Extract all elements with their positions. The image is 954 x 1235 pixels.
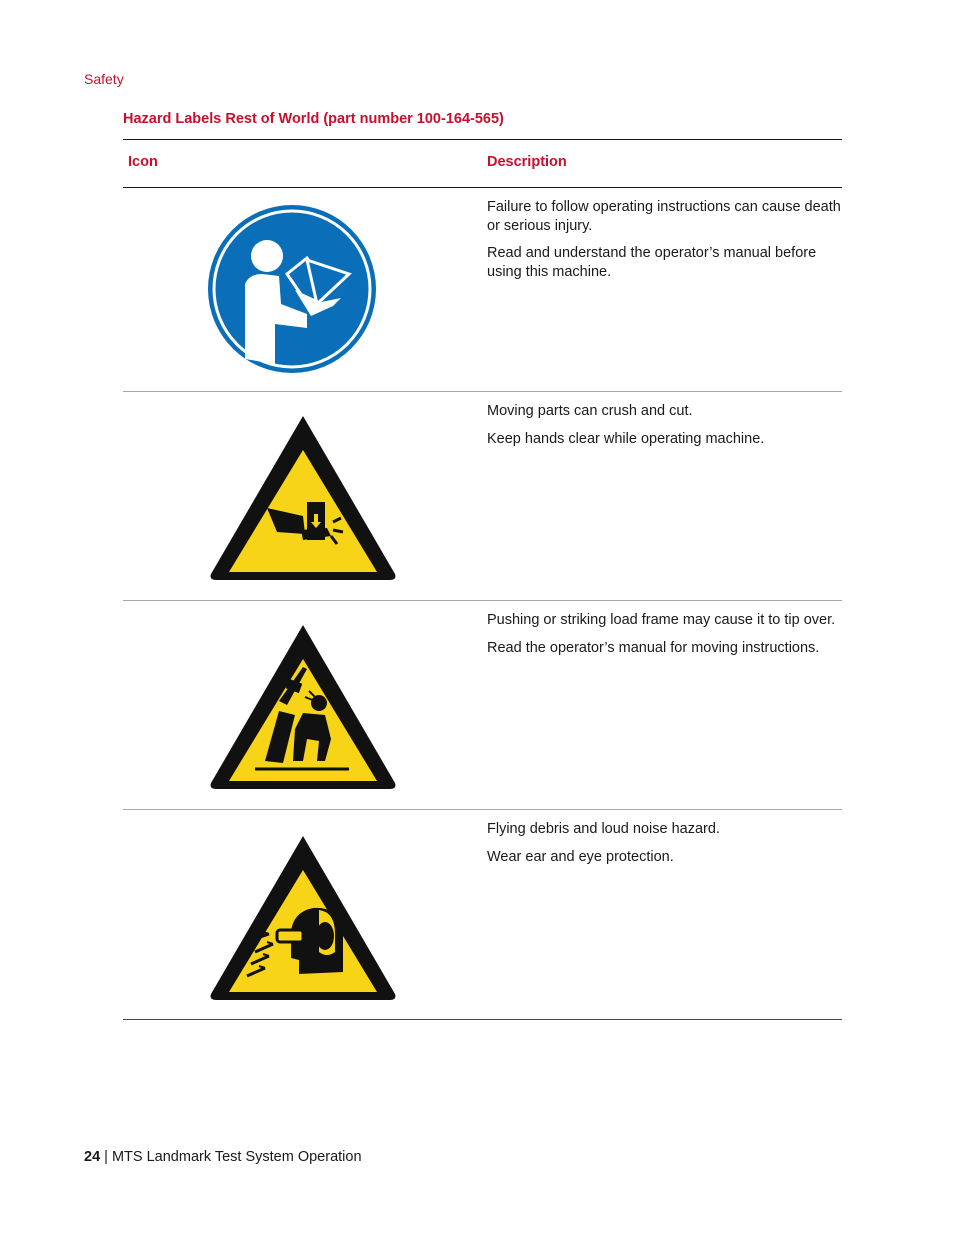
read-manual-icon [207, 204, 377, 379]
column-header-description: Description [487, 154, 567, 170]
table-row [123, 810, 842, 1020]
description-line: Keep hands clear while operating machine. [487, 430, 765, 447]
table-title: Hazard Labels Rest of World (part number 100-164-565) [123, 111, 504, 127]
description-line: Moving parts can crush and cut. [487, 403, 693, 419]
hazard-table [123, 139, 842, 1020]
description-line: Pushing or striking load frame may cause it to tip over. [487, 612, 836, 628]
debris-noise-hazard-icon [207, 832, 399, 1007]
table-row [123, 188, 842, 392]
column-header-icon: Icon [128, 154, 158, 170]
page-number: 24 [84, 1149, 101, 1165]
tip-over-hazard-icon [207, 621, 399, 796]
table-row [123, 601, 842, 810]
description-line: Failure to follow operating instructions can cause death or serious injury. [487, 199, 841, 234]
description-line: Flying debris and loud noise hazard. [487, 821, 720, 837]
table-row [123, 392, 842, 601]
description-line: Wear ear and eye protection. [487, 848, 674, 865]
section-label: Safety [84, 71, 124, 87]
document-title: MTS Landmark Test System Operation [111, 1149, 362, 1165]
description-line: Read and understand the operator’s manual before using this machine. [487, 245, 817, 280]
table-header [123, 140, 842, 188]
page-footer [84, 1149, 362, 1165]
crush-hazard-icon [207, 412, 399, 587]
description-line: Read the operator’s manual for moving instructions. [487, 639, 820, 656]
footer-separator: | [100, 1149, 112, 1165]
